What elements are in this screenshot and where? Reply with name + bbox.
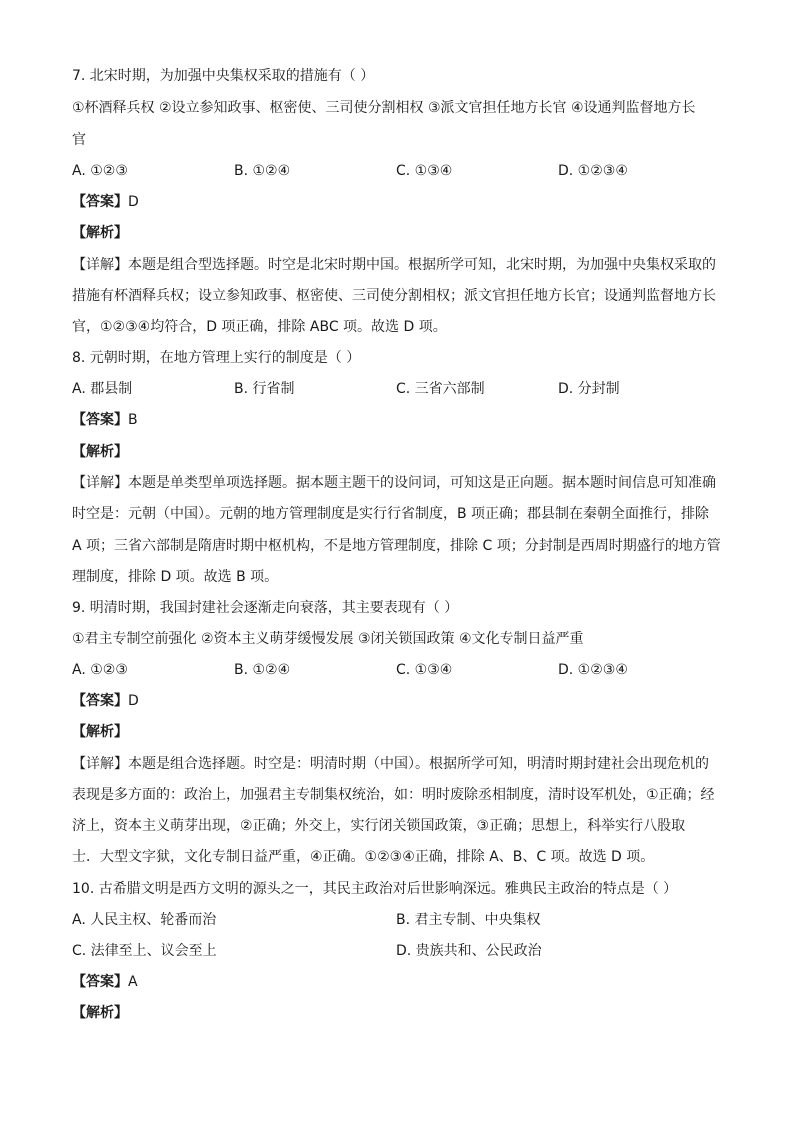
q8-answer-label: 【答案】 bbox=[72, 412, 128, 428]
q10-option-a: A. 人民主权、轮番而治 bbox=[72, 912, 217, 928]
q9-detail-line-1: 【详解】本题是组合选择题。时空是：明清时期（中国）。根据所学可知，明清时期封建社会出现危机的 bbox=[72, 756, 709, 772]
q8-detail-line-4: 理制度，排除 D 项。故选 B 项。 bbox=[72, 569, 279, 585]
q10-answer-label: 【答案】 bbox=[72, 974, 128, 990]
q7-analysis-label: 【解析】 bbox=[72, 225, 128, 241]
q7-option-c: C. ①③④ bbox=[396, 163, 453, 179]
q9-analysis-label: 【解析】 bbox=[72, 724, 128, 740]
q7-option-b: B. ①②④ bbox=[234, 163, 291, 179]
q10-analysis-label: 【解析】 bbox=[72, 1005, 128, 1021]
q8-detail-line-3: A 项；三省六部制是隋唐时期中枢机构，不是地方管理制度，排除 C 项；分封制是西周时期盛行的地方管 bbox=[72, 538, 721, 554]
q7-detail-line-3: 官，①②③④均符合，D 项正确，排除 ABC 项。故选 D 项。 bbox=[72, 319, 447, 335]
q7-option-d: D. ①②③④ bbox=[558, 163, 628, 179]
q9-items-line-1: ①君主专制空前强化 ②资本主义萌芽缓慢发展 ③闭关锁国政策 ④文化专制日益严重 bbox=[72, 631, 584, 647]
q8-option-c: C. 三省六部制 bbox=[396, 381, 485, 397]
q10-answer-value: A bbox=[128, 974, 138, 990]
q9-detail-line-3: 济上，资本主义萌芽出现，②正确；外交上，实行闭关锁国政策，③正确；思想上，科举实行八股取 bbox=[72, 818, 686, 834]
q8-answer-row bbox=[72, 410, 722, 430]
q10-answer-row bbox=[72, 972, 722, 992]
q7-items-line-2: 官 bbox=[72, 132, 86, 148]
q7-answer-row bbox=[72, 192, 722, 212]
q7-detail-line-2: 措施有杯酒释兵权；设立参知政事、枢密使、三司使分割相权；派文官担任地方长官；设通判监督地方长 bbox=[72, 288, 716, 304]
q10-option-b: B. 君主专制、中央集权 bbox=[396, 912, 541, 928]
q9-option-c: C. ①③④ bbox=[396, 662, 453, 678]
q9-stem: 9. 明清时期，我国封建社会逐渐走向衰落，其主要表现有（ ） bbox=[72, 600, 459, 616]
q10-stem: 10. 古希腊文明是西方文明的源头之一，其民主政治对后世影响深远。雅典民主政治的特点是（ ） bbox=[72, 881, 678, 897]
q9-option-a: A. ①②③ bbox=[72, 662, 128, 678]
q8-stem: 8. 元朝时期，在地方管理上实行的制度是（ ） bbox=[72, 350, 361, 366]
q9-answer-value: D bbox=[128, 693, 139, 709]
q9-option-b: B. ①②④ bbox=[234, 662, 291, 678]
q8-detail-line-1: 【详解】本题是单类型单项选择题。据本题主题干的设问词，可知这是正向题。据本题时间信息可知准确 bbox=[72, 475, 716, 491]
q9-detail-line-4: 士．大型文字狱，文化专制日益严重，④正确。①②③④正确，排除 A、B、C 项。故选 D 项。 bbox=[72, 849, 655, 865]
q9-answer-row bbox=[72, 691, 722, 711]
q7-detail-line-1: 【详解】本题是组合型选择题。时空是北宋时期中国。根据所学可知，北宋时期，为加强中央集权采取的 bbox=[72, 257, 716, 273]
q8-answer-value: B bbox=[128, 412, 138, 428]
q9-detail-line-2: 表现是多方面的：政治上，加强君主专制集权统治，如：明时废除丞相制度，清时设军机处，①正确；经 bbox=[72, 787, 715, 803]
q7-option-a: A. ①②③ bbox=[72, 163, 128, 179]
q8-option-d: D. 分封制 bbox=[558, 381, 620, 397]
q7-items-line-1: ①杯酒释兵权 ②设立参知政事、枢密使、三司使分割相权 ③派文官担任地方长官 ④设通判监督地方长 bbox=[72, 100, 696, 116]
q7-stem: 7. 北宋时期，为加强中央集权采取的措施有（ ） bbox=[72, 68, 375, 84]
q10-option-d: D. 贵族共和、公民政治 bbox=[396, 943, 542, 959]
q8-analysis-label: 【解析】 bbox=[72, 444, 128, 460]
q8-option-b: B. 行省制 bbox=[234, 381, 295, 397]
q9-option-d: D. ①②③④ bbox=[558, 662, 628, 678]
q8-option-a: A. 郡县制 bbox=[72, 381, 133, 397]
q7-answer-label: 【答案】 bbox=[72, 194, 128, 210]
q8-detail-line-2: 时空是：元朝（中国）。元朝的地方管理制度是实行行省制度，B 项正确；郡县制在秦朝全面推行，排除 bbox=[72, 506, 710, 522]
q7-answer-value: D bbox=[128, 194, 139, 210]
q10-option-c: C. 法律至上、议会至上 bbox=[72, 943, 217, 959]
q9-answer-label: 【答案】 bbox=[72, 693, 128, 709]
